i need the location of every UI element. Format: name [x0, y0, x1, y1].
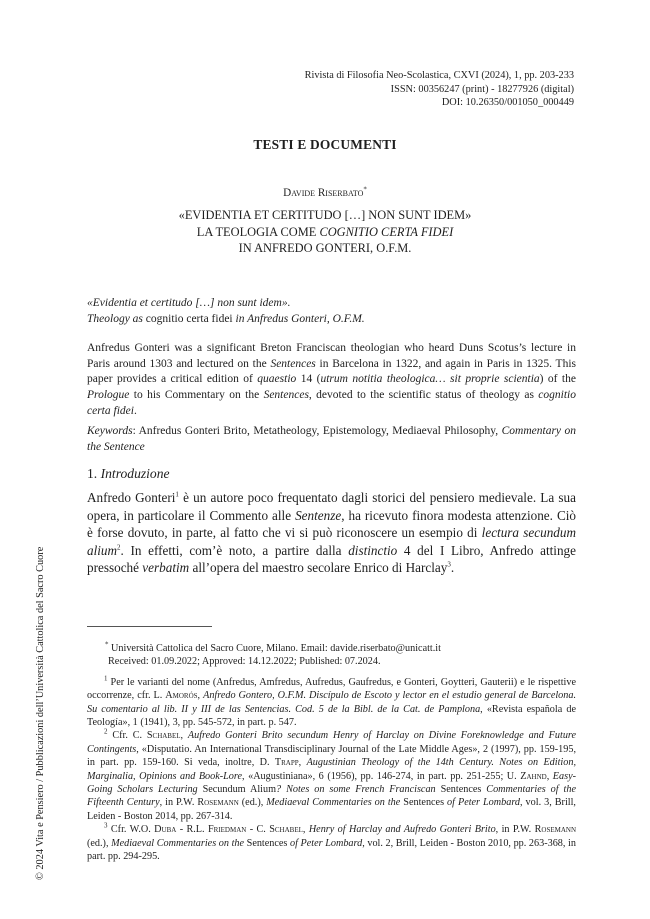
footnote-text: ,	[197, 690, 204, 702]
footnotes	[87, 642, 576, 864]
abstract-part: 14 (	[296, 373, 321, 386]
footnote-text: (ed.),	[238, 797, 267, 809]
footnote-number: 2	[104, 728, 108, 737]
footnote-divider	[87, 626, 212, 627]
title-line-1: «EVIDENTIA ET CERTITUDO […] NON SUNT IDEM»	[178, 208, 472, 222]
journal-citation: Rivista di Filosofia Neo-Scolastica, CXVI (2024), 1, pp. 203-233	[304, 70, 574, 81]
footnote-number: 1	[104, 674, 108, 683]
body-text: lectura secundum alium	[87, 525, 577, 558]
footnote-text: - R.L.	[176, 824, 208, 836]
received-dates: Received: 01.09.2022; Approved: 14.12.2022; Published: 07.2024.	[108, 656, 381, 668]
footnote-text: Schabel	[269, 824, 303, 836]
section-title: TESTI E DOCUMENTI	[253, 137, 397, 152]
body-text: 4 del I Libro, Anfredo attinge pressoché	[87, 542, 576, 575]
english-title-part: cognitio certa fidei	[145, 312, 233, 325]
footnote-text: Mediaeval Commentaries on the	[266, 797, 401, 809]
footnote-text: Zahnd	[520, 770, 547, 782]
footnote-ref-1[interactable]: 1	[175, 490, 179, 499]
abstract-part: utrum notitia theologica… sit proprie scientia	[320, 373, 540, 386]
footnote-text: of Peter Lombard	[290, 837, 363, 849]
body-text: è un autore poco frequentato dagli storici del pensiero medievale. La sua opera, in particolare il Commento alle	[87, 490, 576, 523]
body-text: Anfredo Gonteri	[87, 490, 176, 505]
affiliation-text: Università Cattolica del Sacro Cuore, Milano. Email: davide.riserbato@unicatt.it	[111, 643, 441, 654]
section-heading-title: Introduzione	[100, 466, 170, 481]
footnote-ref-2[interactable]: 2	[117, 543, 121, 552]
english-title-line-1: «Evidentia et certitudo […] non sunt idem».	[87, 297, 291, 309]
footnote-text: Henry of Harclay and Aufredo Gonteri Brito	[308, 824, 496, 836]
keywords-text: : Anfredus Gonteri Brito, Metatheology, Epistemology, Mediaeval Philosophy,	[132, 425, 502, 438]
author-footnote-mark: *	[363, 185, 367, 194]
abstract-part: Prologue	[87, 388, 130, 401]
abstract-part: ) of the	[539, 373, 576, 386]
abstract-part: Sentences	[263, 388, 309, 401]
author-affiliation	[87, 642, 576, 655]
footnote-2	[87, 729, 576, 823]
footnote-text: Trapp	[274, 757, 299, 769]
footnote-text: Duba	[154, 824, 177, 836]
affiliation-mark: *	[105, 640, 109, 649]
english-title	[87, 296, 576, 327]
author-name: Davide Riserbato	[283, 187, 364, 199]
footnote-text: Per le varianti del nome (Anfredus, Amfredus, Aufredus, Gaufredus, e Gonteri, Goytteri, Gauterii) e le rispettive occorrenze, cfr. L.	[87, 676, 576, 702]
footnote-text: Mediaeval Commentaries on the	[111, 837, 245, 849]
keywords-label: Keywords	[87, 425, 133, 438]
footnote-text: Commentaries of the Fifteenth Century	[87, 784, 576, 809]
footnote-text: Cfr. C.	[107, 730, 147, 742]
section-heading	[87, 466, 170, 482]
footnote-text: Amorós	[165, 690, 198, 702]
footnote-text: , vol. 3, Brill, Leiden - Boston 2014, pp. 267-314.	[87, 797, 576, 822]
footnote-text: of Peter Lombard	[447, 797, 521, 809]
abstract-part: , devoted to the scientific status of theology as	[308, 388, 539, 401]
body-paragraph	[87, 489, 576, 577]
copyright-sidebar: © 2024 Vita e Pensiero / Pubblicazioni dell’Università Cattolica del Sacro Cuore	[35, 546, 46, 880]
footnote-text: Sentences	[440, 784, 482, 796]
footnote-text: Rosemann	[197, 797, 239, 809]
body-text: distinctio	[348, 542, 398, 558]
abstract-block	[87, 296, 576, 455]
footnote-text: ,	[546, 770, 553, 782]
footnote-text: , «Augustiniana», 6 (1956), pp. 146-274, in part. pp. 251-255; U.	[242, 770, 521, 782]
footnote-text: , in P.W.	[159, 797, 198, 809]
footnote-text: Sentences	[244, 837, 290, 849]
title-line-2-italic: COGNITIO CERTA FIDEI	[319, 224, 454, 239]
body-text: Sentenze	[295, 507, 342, 523]
footnote-text: Anfredo Gontero, O.F.M. Discípulo de Escoto y lector en el estudio general de Barcelona. Su comentario al lib. II y III de las Sentencias. Cod. 5 de la Bibl. de la Cat. de Pamplona	[87, 690, 576, 715]
journal-header	[305, 69, 574, 110]
footnote-text: , «Disputatio. An International Transdisciplinary Journal of the Late Middle Ages», 2 (1997), pp. 159-195, in part. pp. 159-160. Si veda, inoltre, D.	[87, 743, 576, 769]
body-text: . In effetti, com’è noto, a partire dalla	[120, 542, 349, 558]
title-line-3: IN ANFREDO GONTERI, O.F.M.	[238, 241, 412, 255]
abstract-part: .	[133, 404, 137, 417]
footnote-text: - C.	[246, 824, 270, 836]
footnote-text: ,	[302, 824, 309, 836]
footnote-text: ,	[180, 730, 188, 742]
doi-line: DOI: 10.26350/001050_000449	[441, 97, 574, 109]
footnote-number: 3	[104, 821, 108, 830]
abstract-part: Sentences	[270, 357, 316, 370]
title-line-2-text: LA TEOLOGIA COME	[196, 224, 320, 239]
abstract-part: Anfredus Gonteri was a significant Breton Franciscan theologian who heard Duns Scotus’s lecture in Paris around 1303 and lectured on the	[87, 342, 576, 370]
section-number: 1.	[87, 466, 101, 481]
footnote-text: , «Revista española de Teología», 1 (1941), 3, pp. 545-572, in part. p. 547.	[87, 703, 576, 729]
footnote-text: Friedman	[207, 824, 247, 836]
footnote-text: Augustinian Theology of the 14th Century. Notes on Edition, Marginalia, Opinions and Book-Lore	[87, 757, 576, 782]
footnote-ref-3[interactable]: 3	[447, 560, 451, 569]
english-title-part: Theology as	[87, 312, 146, 325]
footnote-text: Rosemann	[534, 824, 577, 836]
body-text: , ha ricevuto finora modesta attenzione. Ciò è forse dovuto, in parte, al fatto che vi si può riconoscere un esempio di	[87, 507, 576, 540]
footnote-text: (ed.),	[87, 837, 112, 849]
footnote-text: Easy-Going Scholars Lecturing	[87, 770, 576, 796]
footnote-text: , in P.W.	[495, 824, 535, 836]
article-title	[0, 207, 650, 257]
footnote-text: ? Notes on some French Franciscan	[276, 784, 441, 796]
abstract-part: cognitio certa fidei	[87, 388, 576, 417]
footnote-text: Aufredo Gonteri Brito secundum Henry of Harclay on Divine Foreknowledge and Future Contingents	[87, 730, 577, 755]
abstract-part: quaestio	[257, 373, 297, 386]
footnote-text: , vol. 2, Brill, Leiden - Boston 2010, pp. 263-368, in part. pp. 294-295.	[87, 837, 576, 863]
keywords	[87, 424, 576, 455]
author-line	[0, 187, 650, 199]
footnote-text: Secundum Alium	[197, 784, 277, 796]
footnote-1	[87, 676, 576, 730]
body-text: all’opera del maestro secolare Enrico di Harclay	[189, 560, 448, 575]
english-title-part: in Anfredus Gonteri, O.F.M.	[232, 312, 365, 325]
issn-line: ISSN: 00356247 (print) - 18277926 (digital)	[390, 83, 574, 95]
body-text: verbatim	[142, 560, 190, 575]
footnote-text: Schabel	[146, 730, 181, 742]
footnote-text: ,	[298, 757, 307, 769]
abstract-part: to his Commentary on the	[129, 388, 264, 401]
footnote-text: Sentences	[400, 797, 448, 809]
keywords-text: Commentary on the Sentence	[87, 425, 576, 453]
abstract-text	[87, 341, 576, 419]
footnote-text: Cfr. W.O.	[107, 824, 155, 836]
abstract-part: in Barcelona in 1322, and again in Paris in 1325. This paper provides a critical edition of	[87, 357, 577, 386]
body-text: .	[450, 560, 455, 575]
footnote-3	[87, 823, 576, 863]
title-line-2	[0, 224, 650, 241]
